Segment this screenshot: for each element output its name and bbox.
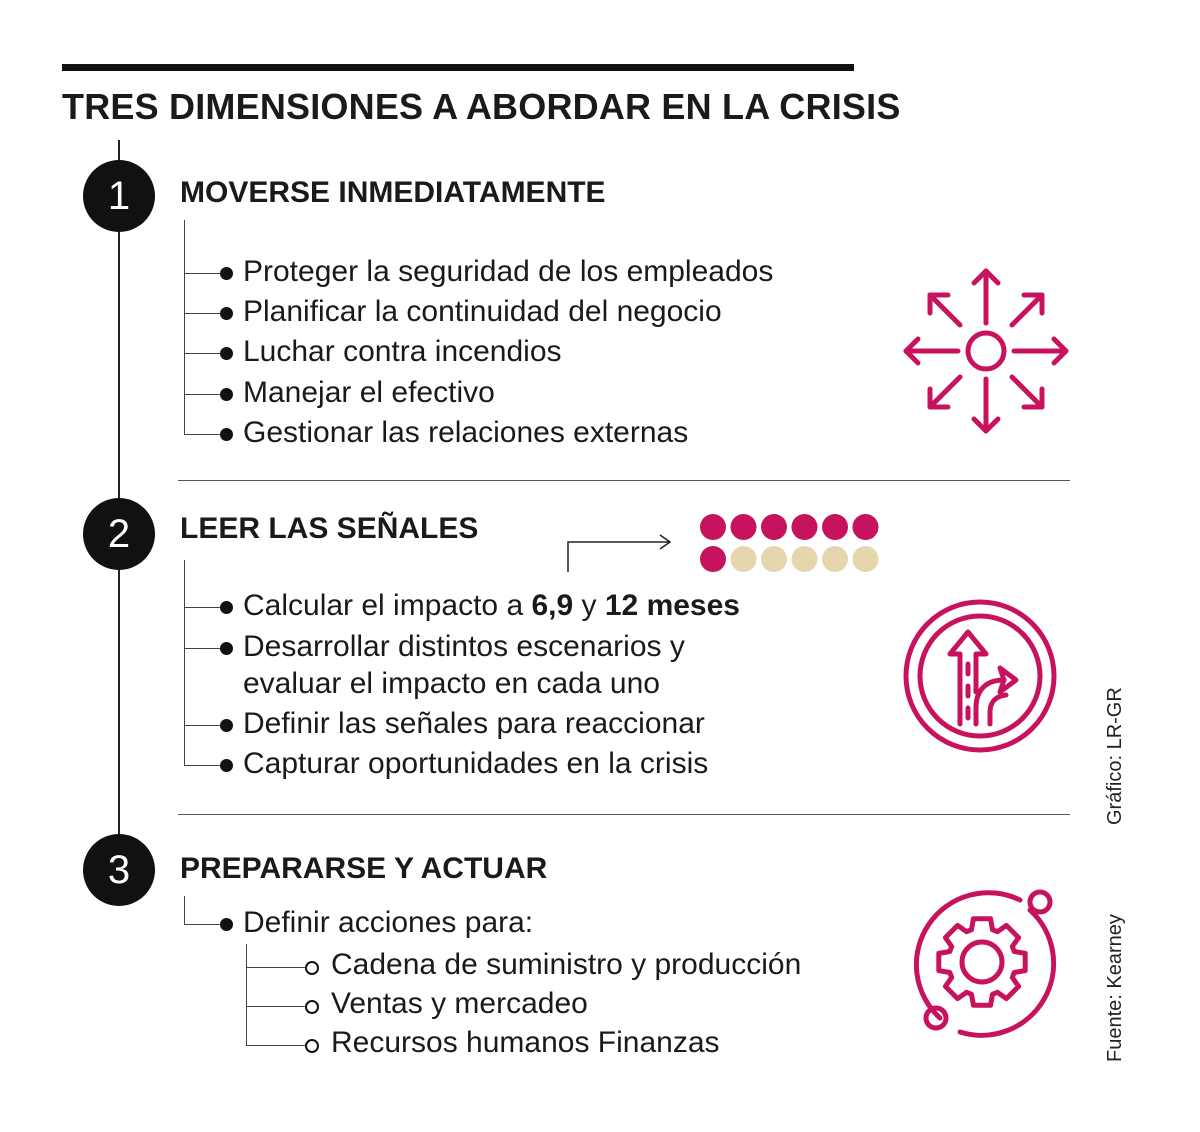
tree-line [184, 220, 185, 434]
impact-dots [698, 512, 882, 578]
list-item: Manejar el efectivo [243, 376, 495, 409]
tree-branch [184, 607, 220, 608]
dot-filled [853, 514, 879, 540]
dot-empty [731, 546, 757, 572]
dot-filled [792, 514, 818, 540]
list-item: Definir acciones para: [243, 906, 534, 939]
bullet [220, 642, 233, 655]
bullet [220, 759, 233, 772]
section-title-2: LEER LAS SEÑALES [180, 512, 479, 545]
tree-branch [184, 273, 220, 274]
sub-bullet [305, 1000, 319, 1014]
tree-branch [184, 353, 220, 354]
dot-filled [731, 514, 757, 540]
tree-line [184, 896, 185, 924]
list-item: Planificar la continuidad del negocio [243, 295, 722, 328]
dot-filled [700, 546, 726, 572]
dot-filled [822, 514, 848, 540]
bullet [220, 918, 233, 931]
section-divider [178, 814, 1070, 815]
item-bold: 6,9 [531, 589, 574, 622]
tree-branch [184, 765, 220, 766]
section-title-3: PREPARARSE Y ACTUAR [180, 852, 548, 885]
dot-filled [700, 514, 726, 540]
step-number-1: 1 [83, 160, 155, 232]
list-item-continuation: evaluar el impacto en cada uno [243, 667, 660, 700]
sub-bullet [305, 961, 319, 975]
dot-empty [761, 546, 787, 572]
list-item: Luchar contra incendios [243, 335, 562, 368]
list-item: Proteger la seguridad de los empleados [243, 255, 774, 288]
list-item: Capturar oportunidades en la crisis [243, 747, 709, 780]
arrow-connector-icon [560, 528, 680, 574]
list-item [243, 588, 740, 625]
list-item: Gestionar las relaciones externas [243, 416, 689, 449]
list-item: Desarrollar distintos escenarios y [243, 630, 685, 663]
sub-bullet [305, 1039, 319, 1053]
step-number-3: 3 [83, 834, 155, 906]
item-bold: 12 meses [604, 589, 740, 622]
top-rule [62, 64, 854, 71]
split-road-icon [902, 598, 1058, 754]
source-credit: Fuente: Kearney [1104, 914, 1126, 1062]
tree-branch [184, 434, 220, 435]
graphic-credit: Gráfico: LR-GR [1104, 687, 1126, 825]
bullet [220, 267, 233, 280]
tree-branch [246, 967, 306, 968]
tree-branch [184, 648, 220, 649]
dot-empty [792, 546, 818, 572]
tree-branch [184, 313, 220, 314]
bullet [220, 719, 233, 732]
dot-empty [853, 546, 879, 572]
tree-branch [184, 924, 220, 925]
bullet [220, 388, 233, 401]
sub-list-item: Recursos humanos Finanzas [331, 1026, 720, 1059]
dot-filled [761, 514, 787, 540]
item-text: y [573, 589, 605, 622]
gear-orbit-icon [900, 880, 1070, 1050]
bullet [220, 347, 233, 360]
bullet [220, 307, 233, 320]
tree-branch [184, 394, 220, 395]
section-title-1: MOVERSE INMEDIATAMENTE [180, 176, 606, 209]
bullet [220, 601, 233, 614]
tree-line [246, 944, 247, 1046]
tree-branch [246, 1006, 306, 1007]
section-divider [178, 480, 1070, 481]
tree-line [184, 560, 185, 765]
sub-list-item: Cadena de suministro y producción [331, 948, 802, 981]
list-item: Definir las señales para reaccionar [243, 707, 705, 740]
arrows-outward-icon [900, 265, 1072, 437]
tree-branch [184, 725, 220, 726]
item-text: Calcular el impacto a [243, 589, 532, 622]
gear-icon [939, 919, 1025, 1005]
page-title: TRES DIMENSIONES A ABORDAR EN LA CRISIS [62, 86, 901, 127]
tree-branch [246, 1045, 306, 1046]
sub-list-item: Ventas y mercadeo [331, 987, 588, 1020]
step-number-2: 2 [83, 498, 155, 570]
dot-empty [822, 546, 848, 572]
bullet [220, 428, 233, 441]
